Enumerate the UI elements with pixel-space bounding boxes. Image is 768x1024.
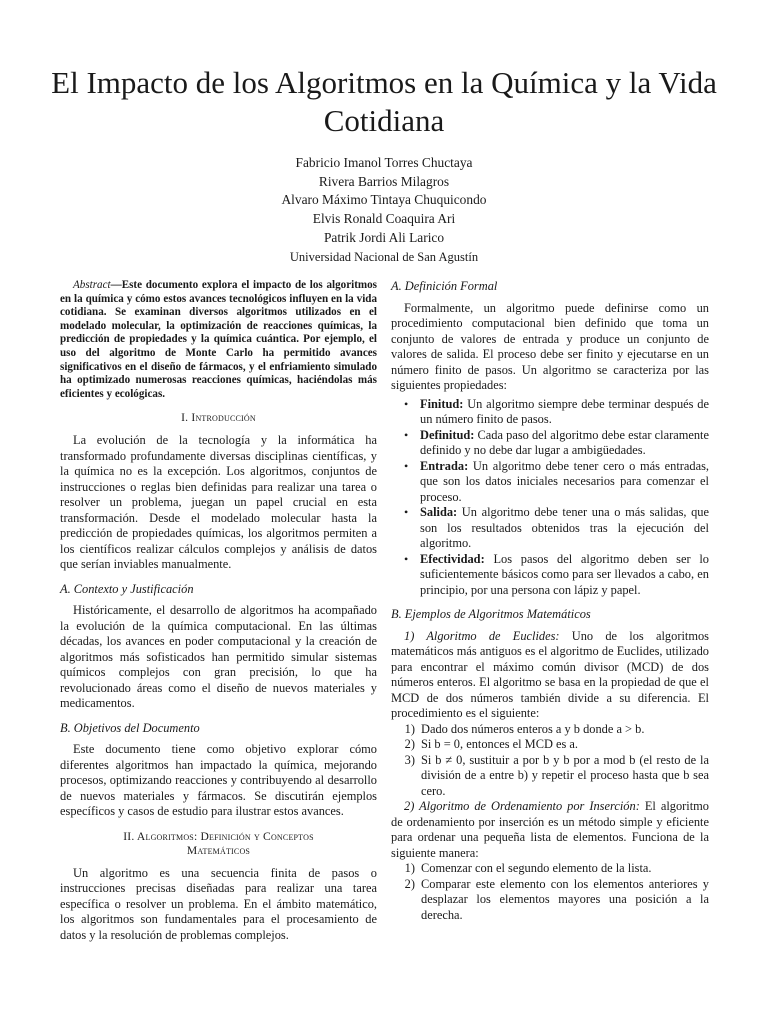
euclides-steps [391, 722, 709, 800]
section-heading-introduccion: I. Introducción [181, 411, 256, 425]
algoritmos-paragraph: Un algoritmo es una secuencia finita de pasos o instrucciones precisas diseñadas para realizar una tarea específica o resolver un problema. En el ámbito matemático, los algoritmos son fundamentales para el procesamiento de datos y la resolución de problemas complejos. [60, 865, 377, 942]
property-term: Definitud: [420, 427, 475, 442]
step-number: 1) [404, 861, 415, 875]
step-number: 2) [404, 737, 415, 751]
bullet-icon: • [404, 427, 409, 442]
section-heading-line: II. Algoritmos: Definición y Conceptos [123, 829, 314, 843]
properties-list [391, 397, 709, 599]
subsection-heading-contexto: A. Contexto y Justificación [60, 581, 194, 596]
list-item [391, 753, 709, 800]
list-item [391, 877, 709, 924]
step-text: Dado dos números enteros a y b donde a > b. [421, 721, 645, 736]
bullet-icon: • [404, 458, 409, 473]
step-text: Comparar este elemento con los elementos anteriores y desplazar los elementos mayores una posición a la derecha. [421, 876, 709, 922]
property-text: Cada paso del algoritmo debe estar claramente definido y no debe dar lugar a ambigüedades. [420, 427, 709, 457]
property-term: Entrada: [420, 458, 469, 473]
step-text: Si b ≠ 0, sustituir a por b y b por a mod b (el resto de la división de a entre b) y repetir el proceso hasta que b sea cero. [421, 752, 709, 798]
list-item [391, 737, 709, 753]
left-column [60, 279, 377, 943]
property-text: Un algoritmo debe tener cero o más entradas, que son los datos iniciales necesarios para comenzar el proceso. [420, 458, 709, 504]
affiliation: Universidad Nacional de San Agustín [289, 249, 479, 264]
list-item [391, 722, 709, 738]
subsection-heading-definicion: A. Definición Formal [391, 279, 498, 293]
property-term: Efectividad: [420, 551, 485, 566]
definicion-paragraph: Formalmente, un algoritmo puede definirse como un procedimiento computacional bien definido que toma un conjunto de valores de entrada y produce un conjunto de valores de salida. El proceso debe ser finito y ejecutarse en un número finito de pasos. Un algoritmo se caracteriza por las siguientes propiedades: [391, 300, 709, 392]
list-item [391, 397, 709, 428]
paragraph-heading: 2) Algoritmo de Ordenamiento por Inserción: [404, 799, 640, 813]
bullet-icon: • [404, 551, 409, 566]
paragraph-text: El algoritmo de ordenamiento por inserción es un método simple y eficiente para ordenar una pequeña lista de elementos. Funciona de la siguiente manera: [391, 799, 710, 860]
property-text: Los pasos del algoritmo deben ser lo suficientemente básicos como para ser llevados a cabo, en principio, por una persona con lápiz y papel. [420, 551, 709, 597]
list-item [391, 459, 709, 506]
section-heading-line: Matemáticos [186, 843, 251, 857]
property-term: Finitud: [420, 396, 464, 411]
subsection-heading-ejemplos: B. Ejemplos de Algoritmos Matemáticos [391, 607, 591, 621]
paragraph-text: Uno de los algoritmos matemáticos más antiguos es el algoritmo de Euclides, utilizado para encontrar el máximo común divisor (MCD) de dos números enteros. El algoritmo se basa en la propiedad de que el MCD de dos números también divide a su diferencia. El procedimiento es el siguiente: [391, 628, 709, 720]
euclides-paragraph [391, 629, 709, 722]
step-number: 2) [404, 876, 415, 891]
subsection-heading-objetivos: B. Objetivos del Documento [60, 720, 200, 735]
section-heading-algoritmos [60, 830, 377, 858]
paper-title: El Impacto de los Algoritmos en la Química y la Vida Cotidiana [51, 65, 717, 138]
step-text: Si b = 0, entonces el MCD es a. [421, 737, 579, 751]
author-name: Elvis Ronald Coaquira Ari [312, 211, 456, 227]
step-number: 1) [404, 721, 415, 736]
step-text: Comenzar con el segundo elemento de la lista. [421, 861, 652, 875]
objetivos-paragraph: Este documento tiene como objetivo explorar cómo diferentes algoritmos han impactado la química, mejorando procesos, optimizando reacciones y contribuyendo al desarrollo de nuevos materiales y fármacos. Se discutirán ejemplos específicos y casos de estudio para ilustrar estos avances. [60, 742, 377, 819]
author-block [184, 154, 584, 266]
author-name: Rivera Barrios Milagros [318, 173, 450, 189]
abstract-text: —Este documento explora el impacto de los algoritmos en la química y cómo estos avances tecnológicos influyen en la vida cotidiana. Se examinan diversos algoritmos utilizados en el modelado molecular, la optimización de reacciones químicas, la predicción de propiedades y la química cuántica. Por ejemplo, el uso del algoritmo de Monte Carlo ha permitido avances significativos en el diseño de fármacos, y el enfriamiento simulado ha optimizado numerosas reacciones químicas, haciéndolas más eficientes y ecológicas. [60, 279, 377, 400]
property-term: Salida: [420, 505, 458, 519]
right-column [391, 279, 709, 923]
author-name: Patrik Jordi Ali Larico [323, 229, 445, 245]
list-item [391, 861, 709, 877]
abstract [60, 279, 377, 401]
step-number: 3) [404, 752, 415, 767]
paragraph-heading: 1) Algoritmo de Euclides: [404, 628, 560, 643]
list-item [391, 552, 709, 599]
abstract-label: Abstract [73, 279, 111, 291]
list-item [391, 428, 709, 459]
bullet-icon: • [404, 396, 409, 411]
intro-paragraph: La evolución de la tecnología y la informática ha transformado profundamente diversas disciplinas científicas, y la química no es la excepción. Los algoritmos, conjuntos de instrucciones o reglas bien definidas para realizar una tarea o resolver un problema, juegan un papel crucial en esta transformación. Desde el modelado molecular hasta la predicción de propiedades químicas, los algoritmos permiten a los científicos realizar cálculos complejos y análisis de datos que serían inviables manualmente. [60, 433, 377, 572]
property-text: Un algoritmo debe tener una o más salidas, que son los resultados obtenidos tras la ejecución del algoritmo. [420, 505, 709, 550]
contexto-paragraph: Históricamente, el desarrollo de algoritmos ha acompañado la evolución de la química computacional. En las últimas décadas, los avances en poder computacional y la creación de algoritmos más sofisticados han permitido simular sistemas químicos complejos con gran precisión, lo que ha revolucionado áreas como el diseño de nuevos materiales y medicamentos. [60, 603, 377, 711]
bullet-icon: • [404, 505, 409, 519]
insercion-steps [391, 861, 709, 923]
insercion-paragraph [391, 799, 709, 861]
author-name: Fabricio Imanol Torres Chuctaya [295, 155, 473, 170]
author-name: Alvaro Máximo Tintaya Chuquicondo [281, 192, 487, 208]
property-text: Un algoritmo siempre debe terminar después de un número finito de pasos. [420, 396, 709, 426]
list-item [391, 505, 709, 552]
